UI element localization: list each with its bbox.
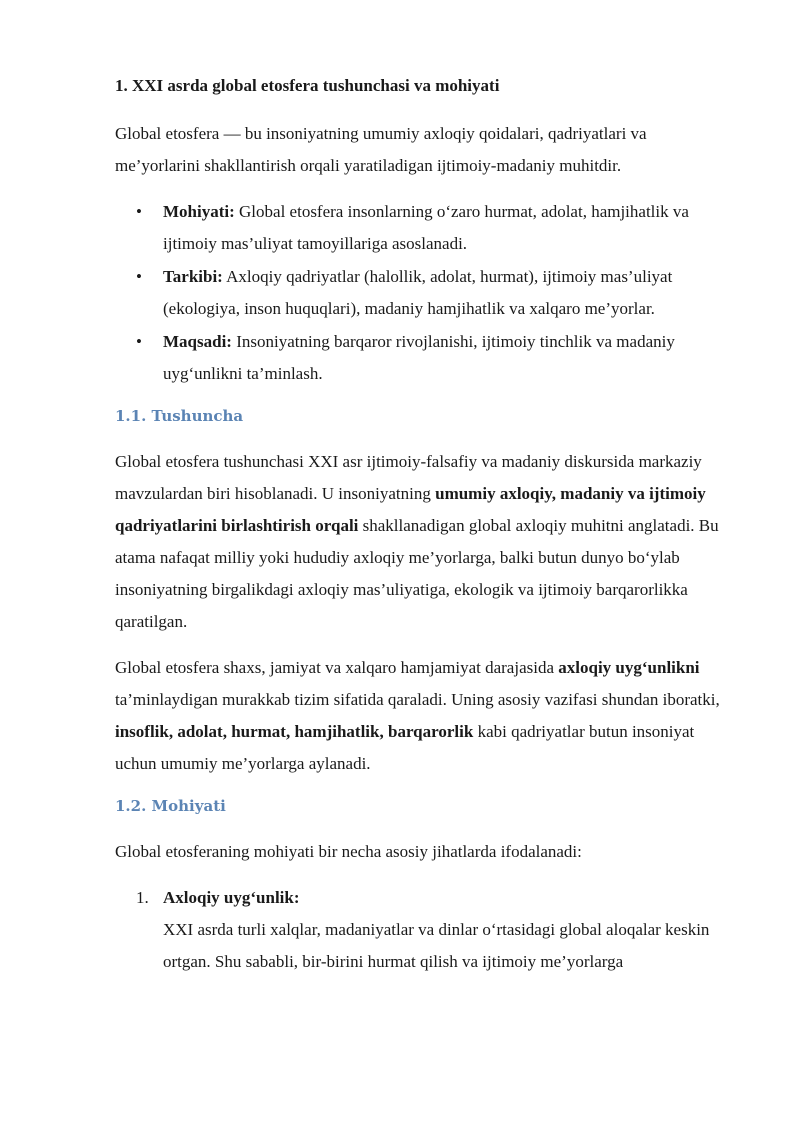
list-item [115, 882, 730, 978]
bold-run: axloqiy uyg‘unlikni [558, 658, 700, 677]
section1-paragraph-1 [115, 446, 730, 638]
section1-paragraph-2 [115, 652, 730, 780]
intro-paragraph: Global etosfera — bu insoniyatning umumiy axloqiy qoidalari, qadriyatlari va me’yorlarini shakllantirish orqali yaratiladigan ijtimoiy-madaniy muhitdir. [115, 124, 647, 175]
main-heading: 1. XXI asrda global etosfera tushunchasi va mohiyati [115, 76, 500, 95]
bullet-marker: • [136, 332, 142, 351]
list-item [115, 196, 730, 260]
text-run: kabi qadriyatlar butun insoniyat uchun umumiy me’yorlarga aylanadi. [115, 722, 695, 773]
bullet-list [115, 196, 730, 390]
numbered-list [115, 882, 730, 978]
bold-run: insoflik, adolat, hurmat, hamjihatlik, barqarorlik [115, 722, 474, 741]
bullet-text: Axloqiy qadriyatlar (halollik, adolat, hurmat), ijtimoiy mas’uliyat (ekologiya, inson huquqlari), madaniy hamjihatlik va xalqaro me’yorlar. [163, 267, 673, 318]
bullet-marker: • [136, 202, 142, 221]
item-text: XXI asrda turli xalqlar, madaniyatlar va dinlar o‘rtasidagi global aloqalar keskin ortgan. Shu sababli, bir-birini hurmat qilish va ijtimoiy me’yorlarga [163, 920, 710, 971]
bullet-label: Mohiyati: [163, 202, 235, 221]
text-run: Global etosfera shaxs, jamiyat va xalqaro hamjamiyat darajasida [115, 658, 559, 677]
bold-run: umumiy axloqiy, madaniy va ijtimoiy qadriyatlarini birlashtirish orqali [115, 484, 706, 535]
text-run: ta’minlaydigan murakkab tizim sifatida qaraladi. Uning asosiy vazifasi shundan iboratki, [115, 690, 720, 709]
section-heading-mohiyati: 1.2. Mohiyati [115, 797, 226, 815]
text-run: shakllanadigan global axloqiy muhitni anglatadi. Bu atama nafaqat milliy yoki hududiy axloqiy me’yorlarga, balki butun dunyo bo‘ylab insoniyatning birgalikdagi axloqiy mas’uliyatiga, ekologik va ijtimoiy barqarorlikka qaratilgan. [115, 516, 719, 631]
list-item [115, 326, 730, 390]
bullet-text: Global etosfera insonlarning o‘zaro hurmat, adolat, hamjihatlik va ijtimoiy mas’uliyat tamoyillariga asoslanadi. [163, 202, 689, 253]
bullet-text: Insoniyatning barqaror rivojlanishi, ijtimoiy tinchlik va madaniy uyg‘unlikni ta’minlash. [163, 332, 675, 383]
text-run: Global etosfera tushunchasi XXI asr ijtimoiy-falsafiy va madaniy diskursida markaziy mavzulardan biri hisoblanadi. U insoniyatning [115, 452, 702, 503]
list-item [115, 261, 730, 325]
list-number: 1. [136, 888, 149, 907]
item-label: Axloqiy uyg‘unlik: [163, 888, 300, 907]
bullet-label: Maqsadi: [163, 332, 232, 351]
bullet-label: Tarkibi: [163, 267, 223, 286]
section-heading-tushuncha: 1.1. Tushuncha [115, 407, 244, 425]
section2-intro: Global etosferaning mohiyati bir necha asosiy jihatlarda ifodalanadi: [115, 842, 582, 861]
bullet-marker: • [136, 267, 142, 286]
